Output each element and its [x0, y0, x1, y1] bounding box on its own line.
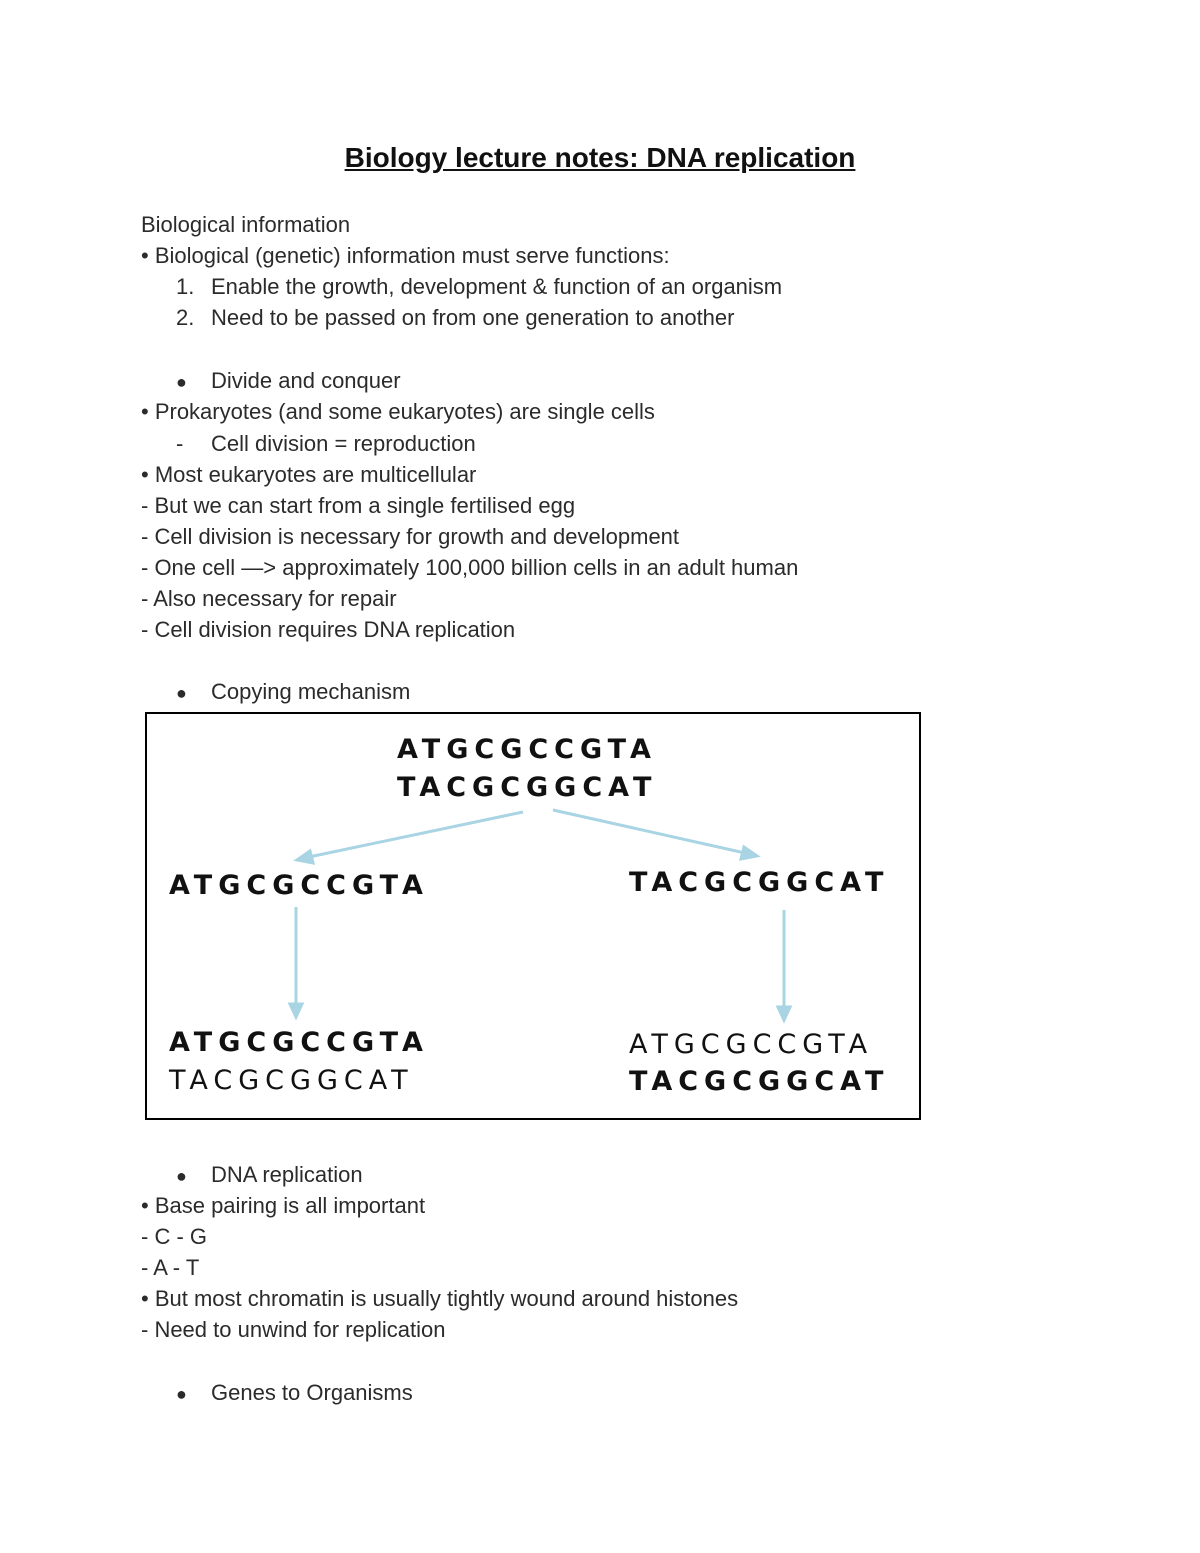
left-daughter-new-strand: TACGCGGCAT — [169, 1065, 414, 1096]
left-daughter-original-strand: ATGCGCCGTA — [169, 1027, 429, 1058]
bullet-text: • Most eukaryotes are multicellular — [141, 462, 477, 487]
dash-text: - But we can start from a single fertilised egg — [141, 493, 576, 518]
section-heading-dna-replication — [176, 1159, 363, 1192]
page-title: Biology lecture notes: DNA replication — [344, 142, 856, 173]
numbered-item-text: Need to be passed on from one generation to another — [211, 305, 735, 330]
dash-text: - One cell —> approximately 100,000 billion cells in an adult human — [141, 555, 799, 580]
bullet-text: • Base pairing is all important — [141, 1193, 426, 1218]
section-heading-divide-and-conquer — [176, 365, 401, 398]
section-heading-text: Copying mechanism — [211, 679, 411, 704]
dash-text: - Cell division requires DNA replication — [141, 617, 516, 642]
arrow-to-right-strand — [553, 810, 745, 853]
section-heading-text: Divide and conquer — [211, 368, 401, 393]
numbered-item-text: Enable the growth, development & function of an organism — [211, 274, 783, 299]
section-heading-biological-information: Biological information — [141, 212, 351, 237]
dash-text: - Need to unwind for replication — [141, 1317, 446, 1342]
sub-item — [176, 428, 476, 459]
dna-replication-diagram — [145, 712, 921, 1120]
right-daughter-new-strand: ATGCGCCGTA — [629, 1029, 874, 1060]
numbered-item — [176, 302, 734, 333]
dash-text: - C - G — [141, 1224, 207, 1249]
dash-text: - Cell division is necessary for growth and development — [141, 524, 680, 549]
parent-strand-bottom: TACGCGGCAT — [397, 772, 658, 803]
bullet-text: • Biological (genetic) information must serve functions: — [141, 243, 670, 268]
arrow-head-icon — [297, 851, 313, 863]
right-daughter-original-strand: TACGCGGCAT — [629, 1066, 890, 1097]
dash-text: - Also necessary for repair — [141, 586, 397, 611]
arrow-head-icon — [778, 1007, 790, 1020]
list-number: 1. — [176, 274, 195, 299]
arrow-to-left-strand — [309, 812, 523, 857]
left-separated-strand: ATGCGCCGTA — [169, 870, 429, 901]
section-heading-text: DNA replication — [211, 1162, 363, 1187]
sub-item-text: Cell division = reproduction — [211, 431, 476, 456]
bullet-text: • Prokaryotes (and some eukaryotes) are single cells — [141, 399, 655, 424]
section-heading-text: Genes to Organisms — [211, 1380, 413, 1405]
arrow-head-icon — [741, 847, 757, 859]
bullet-icon: ● — [176, 1384, 187, 1404]
bullet-icon: ● — [176, 683, 187, 703]
list-number: 2. — [176, 305, 195, 330]
parent-strand-top: ATGCGCCGTA — [397, 734, 657, 765]
bullet-text: • But most chromatin is usually tightly wound around histones — [141, 1286, 739, 1311]
arrow-head-icon — [290, 1004, 302, 1017]
section-heading-copying-mechanism — [176, 676, 410, 709]
numbered-item — [176, 271, 782, 302]
bullet-icon: ● — [176, 1166, 187, 1186]
bullet-icon: ● — [176, 372, 187, 392]
dash-marker: - — [176, 431, 184, 456]
dash-text: - A - T — [141, 1255, 200, 1280]
right-separated-strand: TACGCGGCAT — [629, 867, 890, 898]
section-heading-genes-to-organisms — [176, 1377, 413, 1410]
